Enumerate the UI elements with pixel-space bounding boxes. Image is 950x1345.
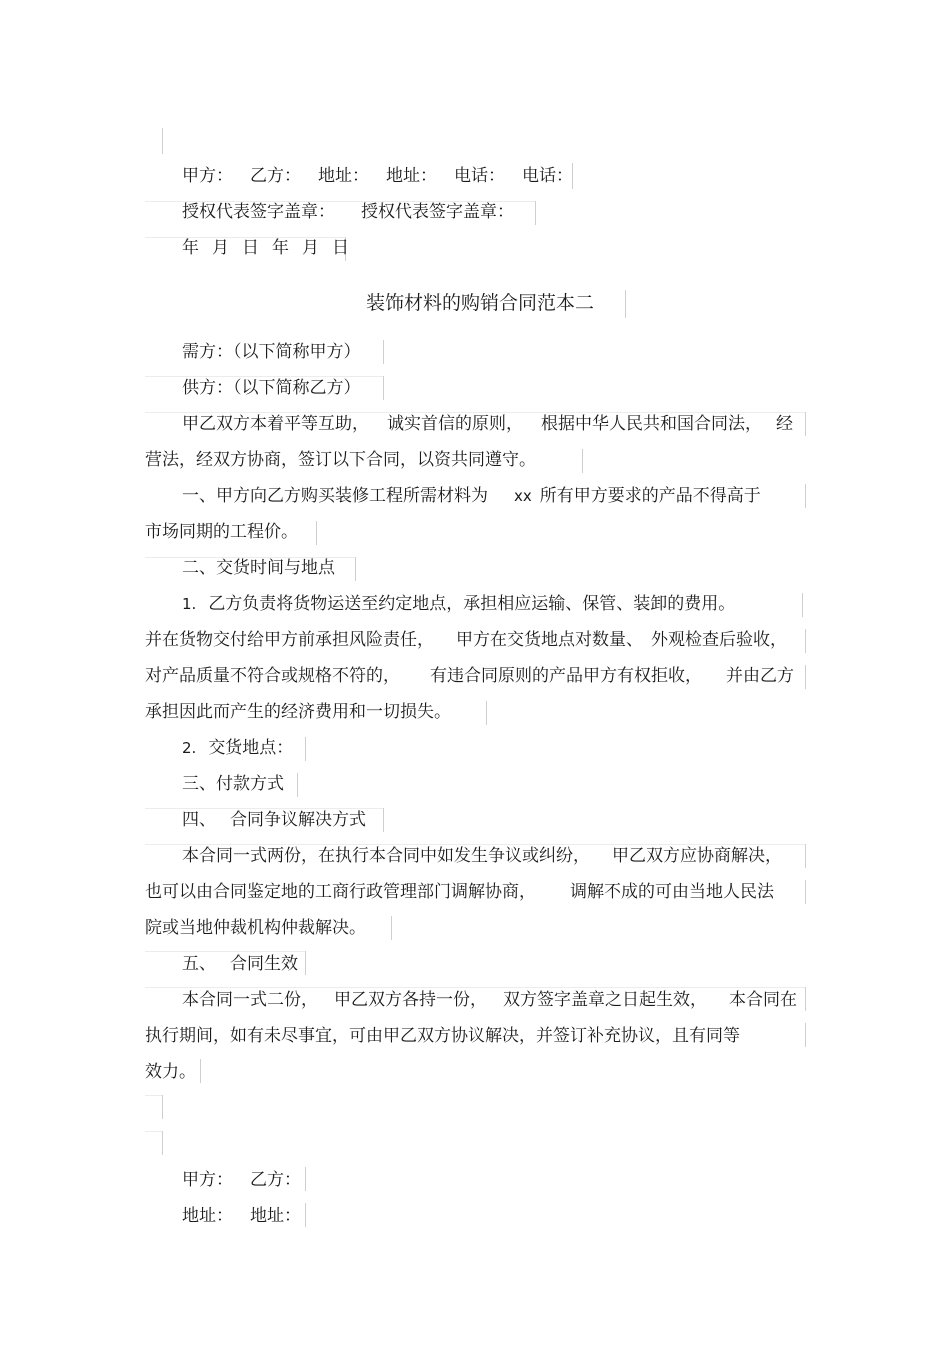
buyer-line: 需方：（以下简称甲方）: [182, 342, 361, 362]
clause-4-text: 本合同一式两份，在执行本合同中如发生争议或纠纷，: [182, 846, 590, 866]
line-marker: [535, 201, 536, 225]
party-b-label: 乙方：: [250, 1170, 301, 1190]
clause-2-item-1-line-2: [145, 622, 787, 658]
day-label: 日: [242, 238, 259, 258]
clause-2-item-1-line-4: 承担因此而产生的经济费用和一切损失。: [145, 702, 451, 722]
clause-2-text: 对产品质量不符合或规格不符的，: [145, 666, 400, 686]
clause-2-text: 并由乙方: [726, 666, 794, 686]
address-label: 地址：: [182, 1206, 233, 1226]
year-label: 年: [272, 238, 289, 258]
clause-2-text: 有违合同原则的产品甲方有权拒收，: [430, 666, 702, 686]
clause-5-line-1: [182, 982, 797, 1018]
day-label: 日: [332, 238, 349, 258]
party-b-label: 乙方：: [250, 166, 301, 186]
party-a-label: 甲方：: [182, 166, 233, 186]
signature-label: 授权代表签字盖章：: [182, 202, 335, 222]
clause-2-item-1-line-1: [182, 586, 735, 622]
line-marker: [383, 376, 384, 400]
line-marker: [805, 1023, 806, 1047]
line-marker: [200, 1059, 201, 1083]
line-marker: [805, 987, 806, 1011]
line-marker: [383, 808, 384, 832]
year-label: 年: [182, 238, 199, 258]
line-marker: [805, 484, 806, 508]
line-marker: [305, 737, 306, 761]
intro-line-2: 营法，经双方协商，签订以下合同，以资共同遵守。: [145, 450, 536, 470]
line-rule: [145, 1095, 162, 1096]
header-sign-line: [182, 194, 514, 230]
party-a-label: 甲方：: [182, 1170, 233, 1190]
line-marker: [305, 951, 306, 975]
footer-parties-line: [182, 1162, 301, 1198]
line-marker: [582, 449, 583, 473]
clause-4-heading: [182, 802, 366, 838]
line-marker: [162, 128, 163, 154]
clause-title: 合同生效: [230, 954, 298, 974]
clause-4-line-3: 院或当地仲裁机构仲裁解决。: [145, 918, 366, 938]
clause-2-text: 并在货物交付给甲方前承担风险责任，: [145, 630, 434, 650]
clause-2-item-1-line-3: [145, 658, 794, 694]
clause-2-text: 甲方在交货地点对数量、: [456, 630, 643, 650]
clause-5-line-3: 效力。: [145, 1062, 196, 1082]
clause-2-item-2: [182, 730, 293, 766]
clause-5-line-2: 执行期间，如有未尽事宜，可由甲乙双方协议解决，并签订补充协议，且有同等: [145, 1026, 740, 1046]
seller-line: 供方：（以下简称乙方）: [182, 378, 361, 398]
line-marker: [805, 844, 806, 868]
header-date-line: [182, 230, 349, 266]
clause-1-line-2: 市场同期的工程价。: [145, 522, 298, 542]
intro-text: 诚实首信的原则，: [387, 414, 523, 434]
clause-4-line-1: [182, 838, 782, 874]
line-marker: [805, 412, 806, 436]
clause-2-text: 外观检查后验收，: [651, 630, 787, 650]
intro-text: 甲乙双方本着平等互助，: [182, 414, 369, 434]
clause-2-text: 乙方负责将货物运送至约定地点，承担相应运输、保管、装卸的费用。: [208, 594, 736, 614]
document-title: 装饰材料的购销合同范本二: [366, 292, 595, 314]
clause-1-text: 一、甲方向乙方购买装修工程所需材料为: [182, 486, 488, 506]
address-label: 地址：: [318, 166, 369, 186]
line-marker: [316, 521, 317, 545]
clause-5-text: 甲乙双方各持一份，: [334, 990, 487, 1010]
line-marker: [305, 1203, 306, 1227]
signature-label: 授权代表签字盖章：: [361, 202, 514, 222]
intro-text: 根据中华人民共和国合同法，: [541, 414, 762, 434]
line-marker: [805, 880, 806, 904]
address-label: 地址：: [250, 1206, 301, 1226]
address-label: 地址：: [386, 166, 437, 186]
clause-5-heading: [182, 946, 298, 982]
line-rule: [145, 1131, 162, 1132]
clause-title: 合同争议解决方式: [230, 810, 366, 830]
clause-5-text: 双方签字盖章之日起生效，: [503, 990, 707, 1010]
intro-text: 经: [776, 414, 793, 434]
clause-4-text: 甲乙双方应协商解决，: [612, 846, 782, 866]
line-marker: [297, 773, 298, 797]
intro-line-1: [182, 406, 793, 442]
clause-4-text: 调解不成的可由当地人民法: [570, 882, 774, 902]
line-marker: [486, 701, 487, 725]
line-marker: [162, 1095, 163, 1119]
month-label: 月: [302, 238, 319, 258]
clause-1-text: 所有甲方要求的产品不得高于: [539, 486, 761, 506]
line-marker: [805, 665, 806, 689]
item-number: 2.: [182, 739, 197, 757]
line-marker: [625, 290, 626, 318]
line-marker: [805, 629, 806, 653]
line-marker: [355, 557, 356, 581]
month-label: 月: [212, 238, 229, 258]
item-number: 1.: [182, 595, 197, 613]
clause-5-text: 本合同在: [729, 990, 797, 1010]
line-marker: [162, 1131, 163, 1155]
header-parties-line: [182, 158, 573, 194]
footer-address-line: [182, 1198, 301, 1234]
line-marker: [383, 340, 384, 364]
clause-3-heading: 三、付款方式: [182, 774, 284, 794]
line-marker: [305, 1167, 306, 1191]
clause-1-line-1: [182, 478, 761, 514]
line-marker: [391, 916, 392, 940]
clause-4-line-2: [145, 874, 774, 910]
clause-number: 四、: [182, 810, 216, 830]
clause-4-text: 也可以由合同鉴定地的工商行政管理部门调解协商，: [145, 882, 536, 902]
phone-label: 电话：: [522, 166, 573, 186]
delivery-location-label: 交货地点：: [208, 738, 294, 758]
clause-5-text: 本合同一式二份，: [182, 990, 318, 1010]
line-marker: [802, 593, 803, 617]
material-placeholder: xx: [514, 487, 532, 505]
clause-number: 五、: [182, 954, 216, 974]
clause-2-heading: 二、交货时间与地点: [182, 558, 335, 578]
phone-label: 电话：: [454, 166, 505, 186]
